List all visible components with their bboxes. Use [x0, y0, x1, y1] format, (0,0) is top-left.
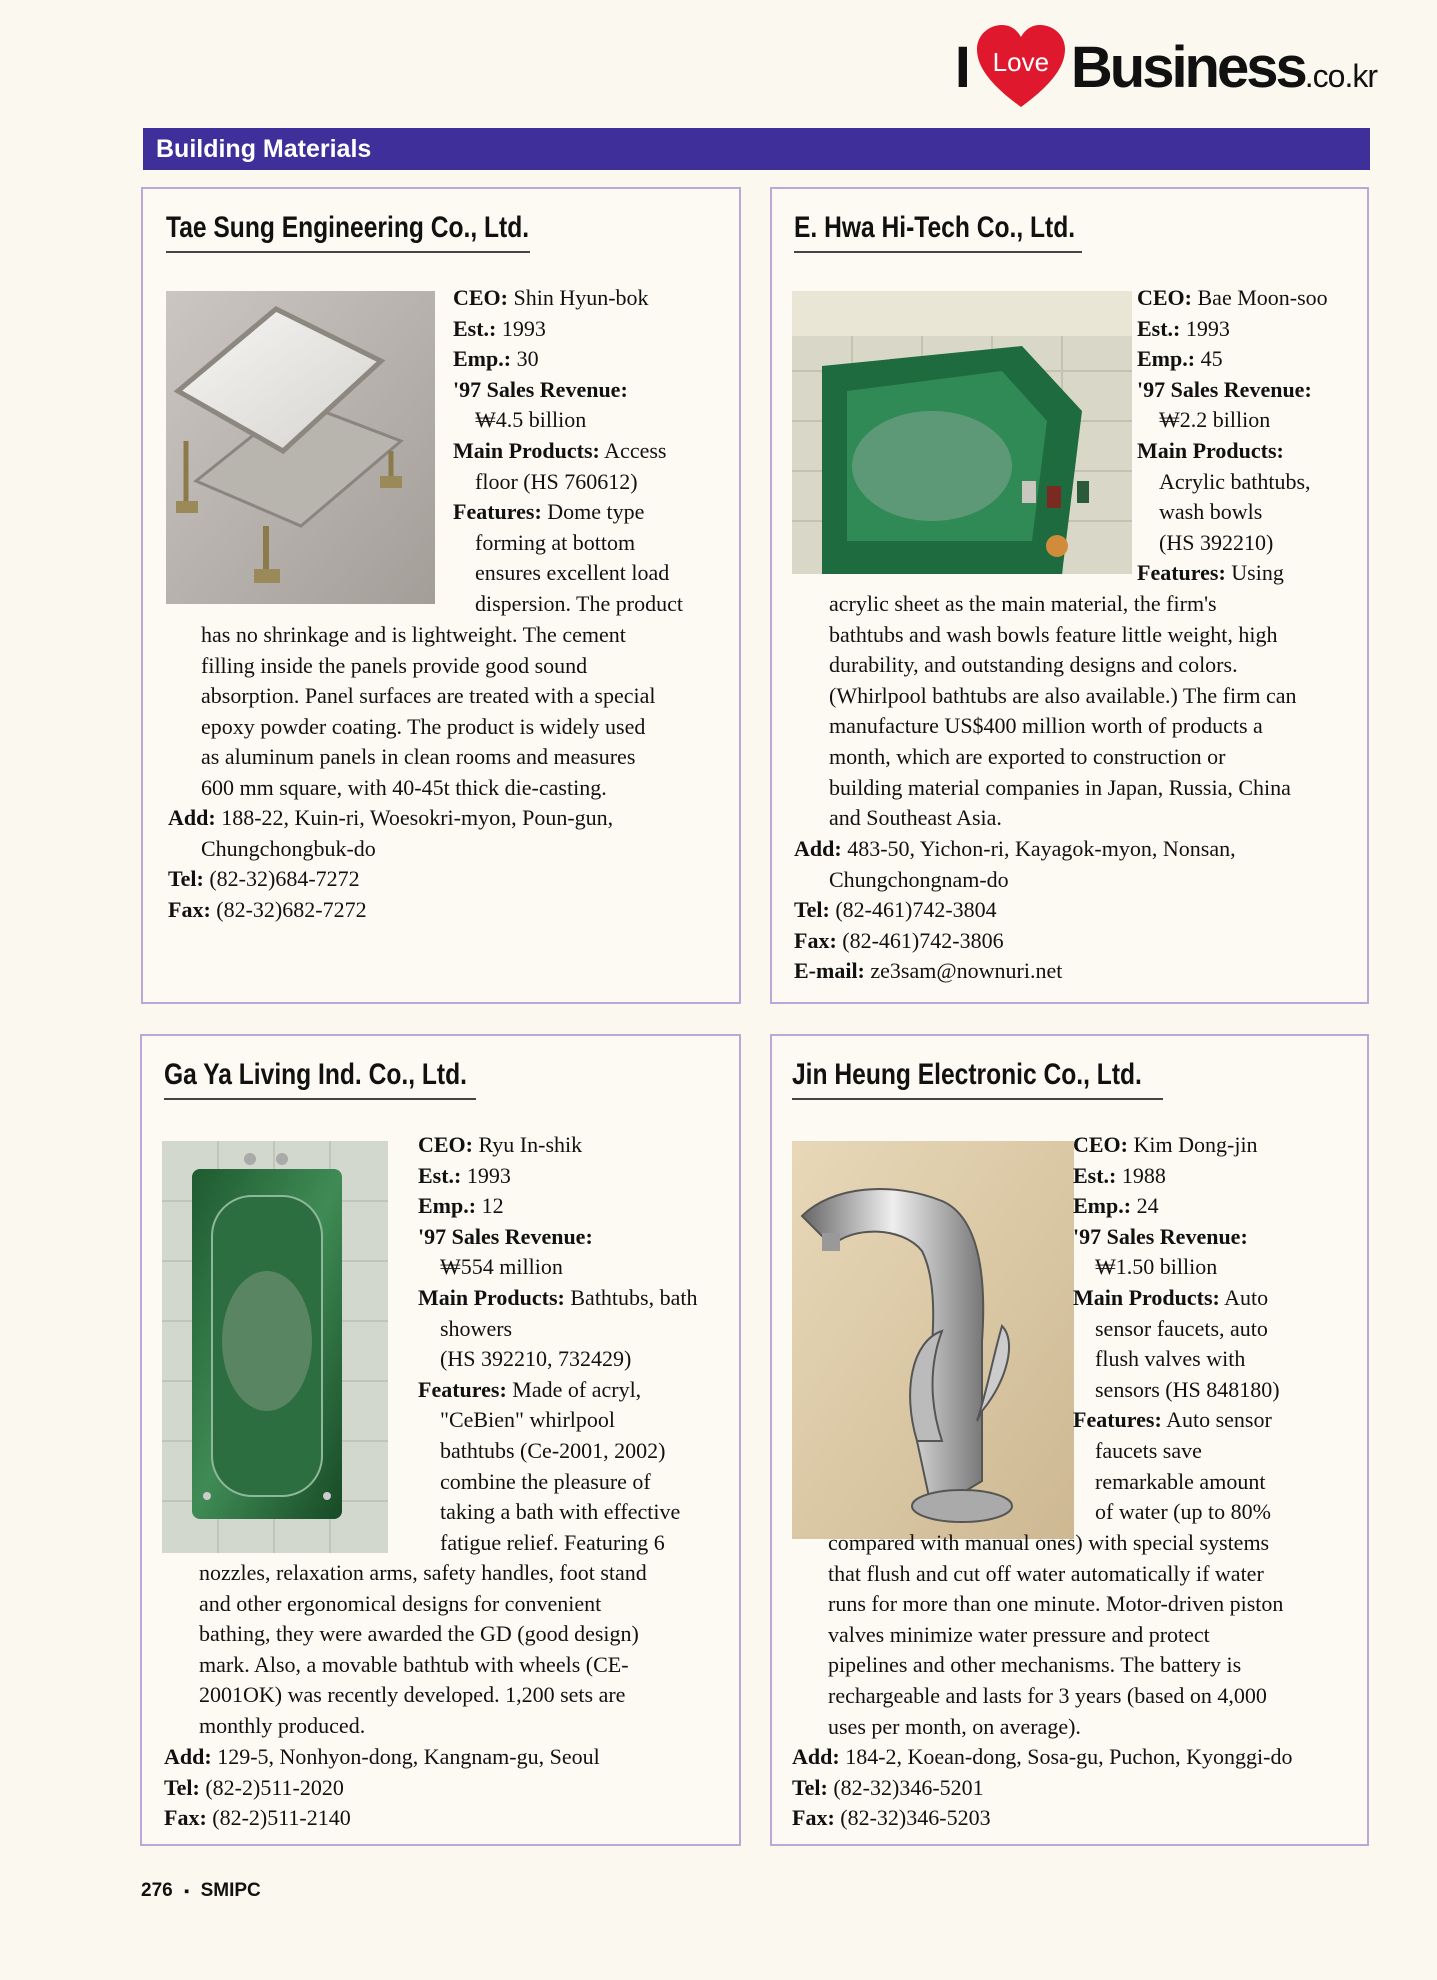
company-name: Jin Heung Electronic Co., Ltd. — [792, 1058, 1142, 1091]
company-info: CEO: Kim Dong-jin Est.: 1988 Emp.: 24 '97 Sales Revenue: ₩1.50 billion Main Products: Auto sensor faucets, auto flush valves with sensors (HS 848180) Features: Auto sensor faucets save remarkable amount of water (up to 80% — [1073, 1132, 1280, 1525]
site-logo — [955, 22, 1377, 112]
company-card — [770, 1034, 1369, 1846]
company-info: CEO: Bae Moon-soo Est.: 1993 Emp.: 45 '97 Sales Revenue: ₩2.2 billion Main Products: Acrylic bathtubs, wash bowls (HS 392210) Features: Using — [1137, 285, 1328, 586]
company-card — [141, 187, 741, 1004]
company-info: CEO: Ryu In-shik Est.: 1993 Emp.: 12 '97 Sales Revenue: ₩554 million Main Products: Bathtubs, bath showers (HS 392210, 732429) Features: Made of acryl, "CeBien" whirlpool bathtubs (Ce-2001, 2002) combine the pleasure of taking a bath with effective fatigue relief. Featuring 6 — [418, 1132, 698, 1555]
logo-business: Business — [1070, 34, 1305, 100]
company-description: acrylic sheet as the main material, the firm's bathtubs and wash bowls feature little weight, high durability, and outstanding designs and colors. (Whirlpool bathtubs are also available.) The firm can manufacture US$400 million worth of products a month, which are exported to construction or building material companies in Japan, Russia, China and Southeast Asia. — [829, 591, 1297, 831]
company-description: compared with manual ones) with special systems that flush and cut off water automatically if water runs for more than one minute. Motor-driven piston valves minimize water pressure and protect pipelines and other mechanisms. The battery is rechargeable and lasts for 3 years (based on 4,000 uses per month, on average). — [828, 1530, 1284, 1739]
footer-separator: ▪ — [183, 1883, 190, 1900]
whirlpool-bathtub-photo — [162, 1141, 388, 1553]
logo-i: I — [954, 34, 969, 100]
company-name: E. Hwa Hi-Tech Co., Ltd. — [794, 211, 1076, 244]
company-contact: Add: 483-50, Yichon-ri, Kayagok-myon, Nonsan, Chungchongnam-do Tel: (82-461)742-3804 Fax: (82-461)742-3806 E-mail: ze3sam@nownuri.net — [794, 836, 1236, 984]
section-title: Building Materials — [143, 128, 1370, 170]
company-description: nozzles, relaxation arms, safety handles, foot stand and other ergonomical designs for convenient bathing, they were awarded the GD (good design) mark. Also, a movable bathtub with wheels (CE- 2001OK) was recently developed. 1,200 sets are monthly produced. — [199, 1560, 647, 1738]
company-name: Tae Sung Engineering Co., Ltd. — [166, 211, 530, 244]
access-floor-panel-photo — [166, 291, 435, 604]
company-contact: Add: 129-5, Nonhyon-dong, Kangnam-gu, Seoul Tel: (82-2)511-2020 Fax: (82-2)511-2140 — [164, 1744, 600, 1831]
publication-name: SMIPC — [200, 1880, 261, 1901]
company-name: Ga Ya Living Ind. Co., Ltd. — [164, 1058, 467, 1091]
logo-heart-text: Love — [992, 47, 1050, 77]
company-card — [770, 187, 1369, 1004]
corner-bathtub-photo — [792, 291, 1132, 574]
company-info: CEO: Shin Hyun-bok Est.: 1993 Emp.: 30 '97 Sales Revenue: ₩4.5 billion Main Products: Access floor (HS 760612) Features: Dome type forming at bottom ensures excellent load dispersion. The product — [453, 285, 683, 616]
sensor-faucet-photo — [792, 1141, 1074, 1539]
company-contact: Add: 184-2, Koean-dong, Sosa-gu, Puchon, Kyonggi-do Tel: (82-32)346-5201 Fax: (82-32)346-5203 — [792, 1744, 1293, 1831]
company-description: has no shrinkage and is lightweight. The cement filling inside the panels provide good sound absorption. Panel surfaces are treated with a special epoxy powder coating. The product is widely used as aluminum panels in clean rooms and measures 600 mm square, with 40-45t thick die-casting. — [201, 622, 656, 800]
page-number: 276 — [141, 1880, 173, 1901]
logo-tld: .co.kr — [1304, 57, 1377, 94]
page-footer — [141, 1880, 261, 1902]
heart-icon — [975, 23, 1067, 111]
company-contact: Add: 188-22, Kuin-ri, Woesokri-myon, Poun-gun, Chungchongbuk-do Tel: (82-32)684-7272 Fax: (82-32)682-7272 — [168, 805, 614, 922]
company-card — [140, 1034, 741, 1846]
